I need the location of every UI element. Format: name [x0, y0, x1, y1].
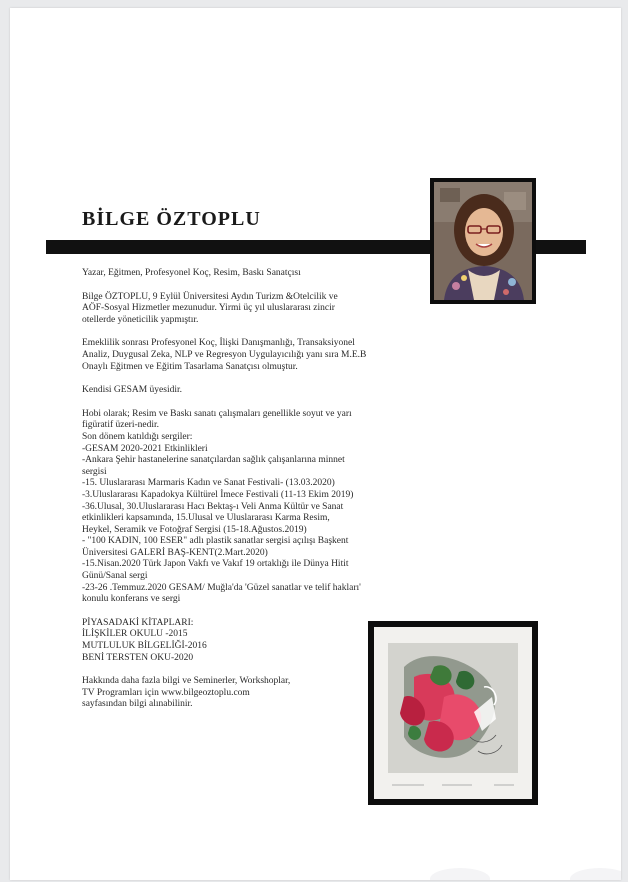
education-line: Bilge ÖZTOPLU, 9 Eylül Üniversitesi Aydın Turizm &Otelcilik ve — [82, 291, 338, 302]
exhibition-item: Heykel, Seramik ve Fotoğraf Sergisi (15-18.Ağustos.2019) — [82, 524, 307, 535]
exhibitions-title: Son dönem katıldığı sergiler: — [82, 431, 193, 442]
book-item: MUTLULUK BİLGELİĞİ-2016 — [82, 641, 207, 652]
exhibition-item: Üniversitesi GALERİ BAŞ-KENT(2.Mart.2020) — [82, 547, 268, 558]
education-line: otellerde yöneticilik yapmıştır. — [82, 314, 199, 325]
books-title: PİYASADAKİ KİTAPLARI: — [82, 617, 194, 628]
exhibition-item: -Ankara Şehir hastanelerine sanatçılardan sağlık çalışanlarına minnet — [82, 455, 345, 466]
exhibition-item: - "100 KADIN, 100 ESER" adlı plastik sanatlar sergisi açılışı Başkent — [82, 536, 349, 547]
decorative-shape — [570, 868, 621, 880]
career-line: Analiz, Duygusal Zeka, NLP ve Regresyon Uygulayıcılığı yanı sıra M.E.B — [82, 349, 367, 360]
education-line: AÖF-Sosyal Hizmetler mezunudur. Yirmi üç yıl uluslararası zincir — [82, 303, 335, 314]
portrait-photo — [430, 178, 536, 304]
roles-text: Yazar, Eğitmen, Profesyonel Koç, Resim, Baskı Sanatçısı — [82, 268, 301, 278]
hobby-line: figüratif üzeri-nedir. — [82, 420, 160, 431]
page-title: BİLGE ÖZTOPLU — [82, 208, 261, 230]
exhibition-item: -15. Uluslararası Marmaris Kadın ve Sanat Festivali- (13.03.2020) — [82, 478, 335, 489]
education-paragraph — [82, 292, 432, 327]
exhibition-item: -GESAM 2020-2021 Etkinlikleri — [82, 443, 208, 454]
exhibition-item: konulu konferans ve sergi — [82, 594, 181, 605]
membership-text: Kendisi GESAM üyesidir. — [82, 385, 183, 396]
exhibition-item: -3.Uluslararası Kapadokya Kültürel İmece Festivali (11-13 Ekim 2019) — [82, 489, 354, 500]
artwork-image — [368, 621, 538, 805]
exhibition-item: etkinlikleri kapsamında, 15.Ulusal ve Uluslararası Karma Resim, — [82, 513, 330, 524]
decorative-shape — [430, 868, 490, 880]
abstract-print-icon — [374, 627, 532, 799]
career-line: Emeklilik sonrası Profesyonel Koç, İlişki Danışmanlığı, Transaksiyonel — [82, 338, 355, 349]
exhibition-item: -23-26 .Temmuz.2020 GESAM/ Muğla'da 'Güzel sanatlar ve telif hakları' — [82, 582, 361, 593]
hobby-exhibitions-paragraph — [82, 409, 432, 606]
career-paragraph — [82, 338, 432, 373]
contact-line: sayfasından bilgi alınabilinir. — [82, 699, 193, 710]
exhibition-item: Günü/Sanal sergi — [82, 571, 148, 582]
exhibition-item: -36.Ulusal, 30.Uluslararası Hacı Bektaş-ı Veli Anma Kültür ve Sanat — [82, 501, 344, 512]
portrait-photo-icon — [434, 182, 532, 300]
exhibition-item: -15.Nisan.2020 Türk Japon Vakfı ve Vakıf 19 ortaklığı ile Dünya Hitit — [82, 559, 349, 570]
exhibition-item: sergisi — [82, 466, 107, 477]
hobby-line: Hobi olarak; Resim ve Baskı sanatı çalışmaları genellikle soyut ve yarı — [82, 408, 352, 419]
career-line: Onaylı Eğitmen ve Eğitim Tasarlama Sanatçısı olmuştur. — [82, 361, 298, 372]
book-item: BENİ TERSTEN OKU-2020 — [82, 652, 194, 663]
document-page — [10, 8, 621, 880]
contact-line: Hakkında daha fazla bilgi ve Seminerler, Workshoplar, — [82, 676, 291, 687]
contact-line: TV Programları için www.bilgeoztoplu.com — [82, 687, 250, 698]
book-item: İLİŞKİLER OKULU -2015 — [82, 629, 188, 640]
